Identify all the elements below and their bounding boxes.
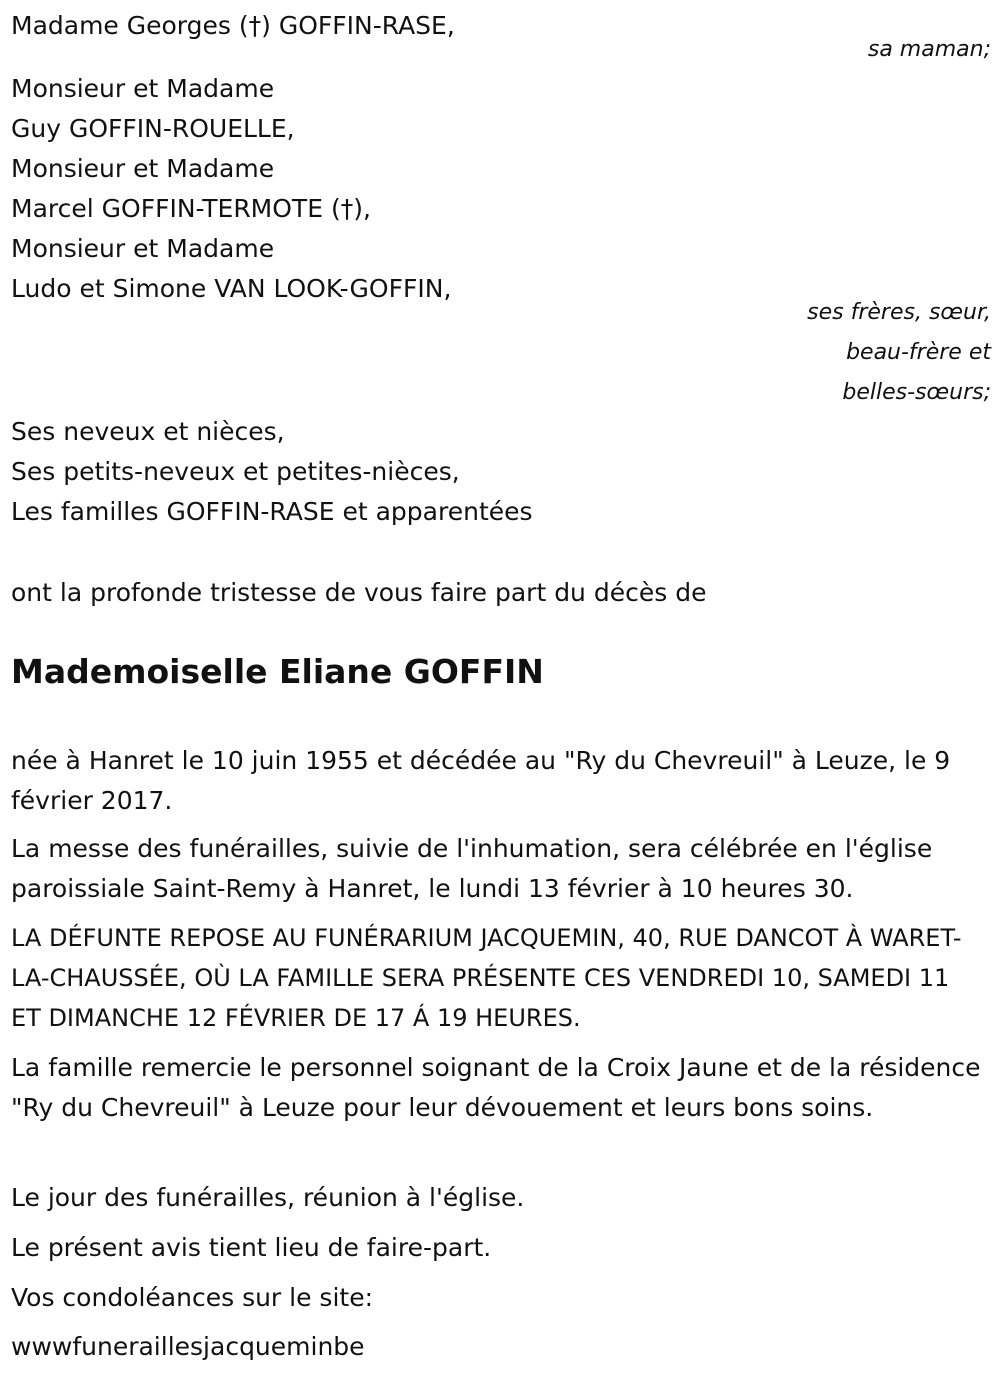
sibling-line: Monsieur et Madame — [11, 154, 275, 183]
siblings-role-line: ses frères, sœur, — [807, 300, 991, 325]
sibling-line: Marcel GOFFIN-TERMOTE (†), — [11, 194, 371, 223]
siblings-role-line: beau-frère et — [846, 340, 991, 365]
birth-death-paragraph: née à Hanret le 10 juin 1955 et décédée au "Ry du Chevreuil" à Leuze, le 9 février 2017. — [11, 746, 951, 815]
siblings-role-line: belles-sœurs; — [842, 380, 991, 405]
website-link[interactable]: wwwfuneraillesjacqueminbe — [11, 1332, 365, 1361]
funerarium-paragraph: LA DÉFUNTE REPOSE AU FUNÉRARIUM JACQUEMIN, 40, RUE DANCOT À WARET-LA-CHAUSSÉE, OÙ LA FAMILLE SERA PRÉSENTE CES VENDREDI 10, SAMEDI 11 ET DIMANCHE 12 FÉVRIER DE 17 Á 19 HEURES. — [11, 924, 962, 1032]
condolences-paragraph: Vos condoléances sur le site: — [11, 1283, 374, 1312]
mother-role: sa maman; — [867, 37, 991, 62]
deceased-name: Mademoiselle Eliane GOFFIN — [11, 652, 544, 691]
mass-paragraph: La messe des funérailles, suivie de l'inhumation, sera célébrée en l'église paroissiale Saint-Remy à Hanret, le lundi 13 février à 10 heures 30. — [11, 834, 933, 903]
announcement-text: ont la profonde tristesse de vous faire part du décès de — [11, 578, 707, 607]
sibling-line: Monsieur et Madame — [11, 74, 275, 103]
sibling-line: Guy GOFFIN-ROUELLE, — [11, 114, 295, 143]
notice-paragraph: Le présent avis tient lieu de faire-part. — [11, 1233, 492, 1262]
thanks-paragraph: La famille remercie le personnel soignant de la Croix Jaune et de la résidence "Ry du Chevreuil" à Leuze pour leur dévouement et leurs bons soins. — [11, 1053, 981, 1122]
mother-name: Madame Georges (†) GOFFIN-RASE, — [11, 11, 455, 40]
sibling-line: Ludo et Simone VAN LOOK-GOFFIN, — [11, 274, 452, 303]
reunion-paragraph: Le jour des funérailles, réunion à l'église. — [11, 1183, 525, 1212]
sibling-line: Monsieur et Madame — [11, 234, 275, 263]
other-family-line: Ses neveux et nièces, — [11, 417, 285, 446]
other-family-line: Les familles GOFFIN-RASE et apparentées — [11, 497, 533, 526]
other-family-line: Ses petits-neveux et petites-nièces, — [11, 457, 460, 486]
